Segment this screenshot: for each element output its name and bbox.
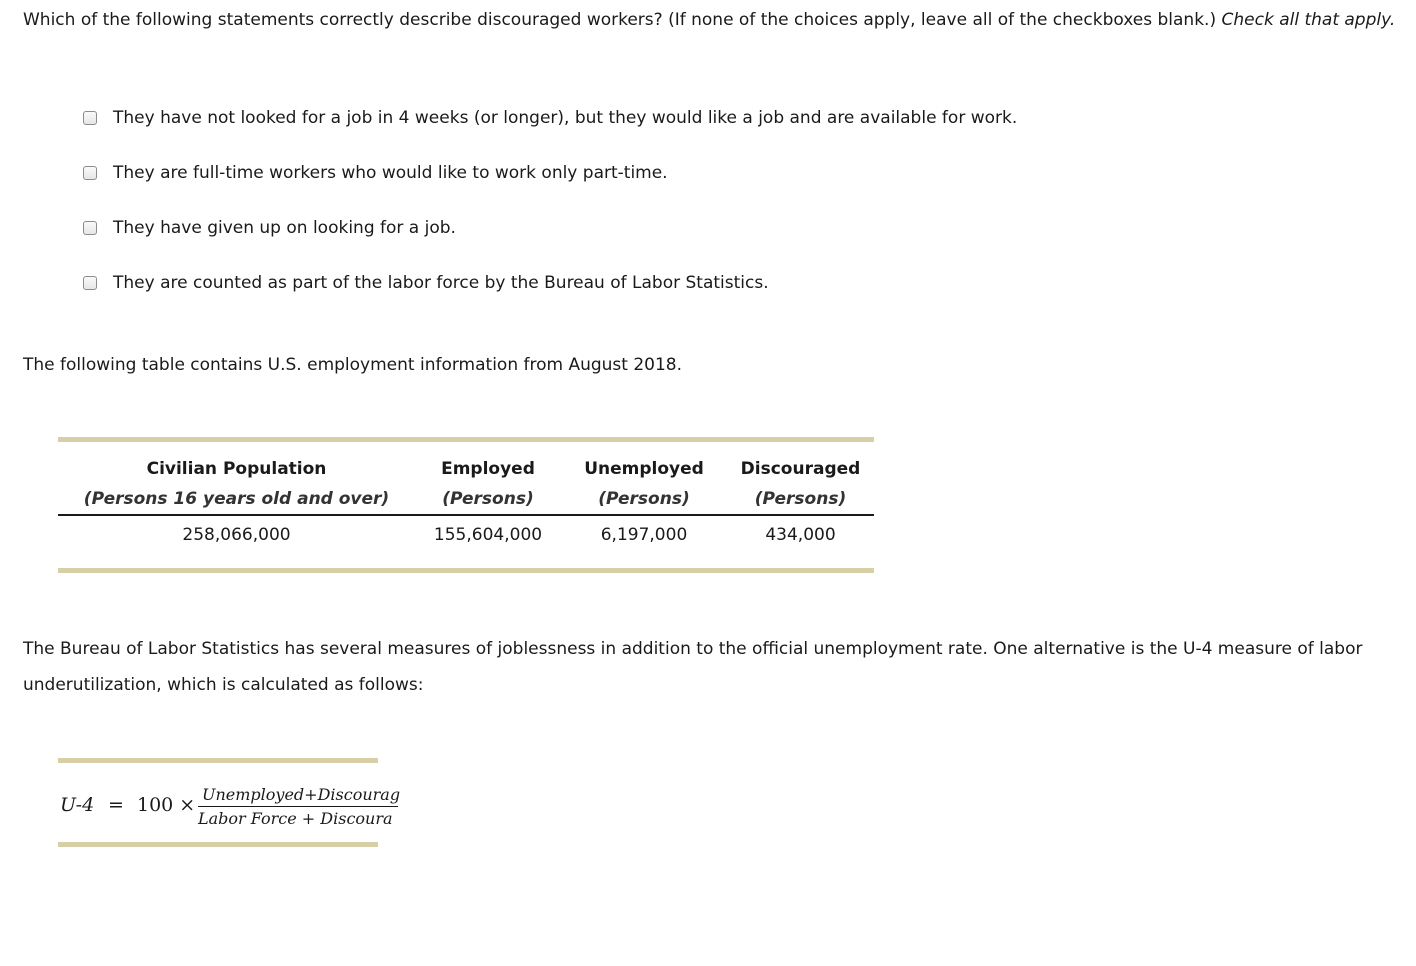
formula-bottom-rule — [58, 842, 378, 847]
u4-formula — [58, 758, 401, 847]
choice-1-label[interactable]: They have not looked for a job in 4 weeks (or longer), but they would like a job and are available for work. — [113, 108, 1018, 128]
cell-unemployed: 6,197,000 — [600, 525, 688, 545]
header-employed: Employed — [441, 459, 535, 479]
formula-coefficient: 100 × — [137, 794, 196, 816]
choice-4-label[interactable]: They are counted as part of the labor force by the Bureau of Labor Statistics. — [113, 273, 769, 293]
question-text — [23, 2, 1398, 38]
fraction-line — [198, 806, 398, 807]
employment-table — [58, 437, 874, 573]
header-discouraged: Discouraged — [740, 459, 861, 479]
formula-equals: = — [108, 794, 124, 816]
formula-numerator: Unemployed+Discourag — [202, 785, 401, 804]
header-civilian-population: Civilian Population — [146, 459, 327, 479]
choice-1[interactable] — [83, 106, 1017, 130]
table-bottom-rule — [58, 568, 874, 573]
choice-2[interactable] — [83, 161, 668, 185]
choice-1-checkbox[interactable] — [83, 111, 97, 125]
choice-3[interactable] — [83, 216, 456, 240]
subheader-discouraged: (Persons) — [727, 484, 874, 515]
u4-intro: The Bureau of Labor Statistics has several measures of joblessness in addition to the official unemployment rate. One alternative is the U-4 measure of labor underutilization, which is calculated as follows: — [23, 639, 1363, 695]
table-intro: The following table contains U.S. employment information from August 2018. — [23, 355, 683, 375]
formula-fraction — [198, 785, 400, 828]
cell-employed: 155,604,000 — [433, 525, 543, 545]
subheader-employed: (Persons) — [415, 484, 561, 515]
choice-4[interactable] — [83, 271, 769, 295]
formula-lhs: U-4 — [60, 794, 95, 816]
choice-4-checkbox[interactable] — [83, 276, 97, 290]
subheader-unemployed: (Persons) — [561, 484, 727, 515]
formula-denominator: Labor Force + Discoura — [198, 809, 393, 828]
cell-discouraged: 434,000 — [765, 525, 836, 545]
choice-2-label[interactable]: They are full-time workers who would like to work only part-time. — [113, 163, 668, 183]
question-prompt: Which of the following statements correctly describe discouraged workers? (If none of the choices apply, leave all of the checkboxes blank.) — [23, 10, 1217, 30]
choice-3-label[interactable]: They have given up on looking for a job. — [113, 218, 456, 238]
choice-2-checkbox[interactable] — [83, 166, 97, 180]
table-row — [58, 515, 874, 554]
question-instruction: Check all that apply. — [1221, 10, 1396, 30]
subheader-civilian-population: (Persons 16 years old and over) — [58, 484, 415, 515]
header-unemployed: Unemployed — [584, 459, 704, 479]
choice-3-checkbox[interactable] — [83, 221, 97, 235]
cell-civilian-population: 258,066,000 — [182, 525, 291, 545]
